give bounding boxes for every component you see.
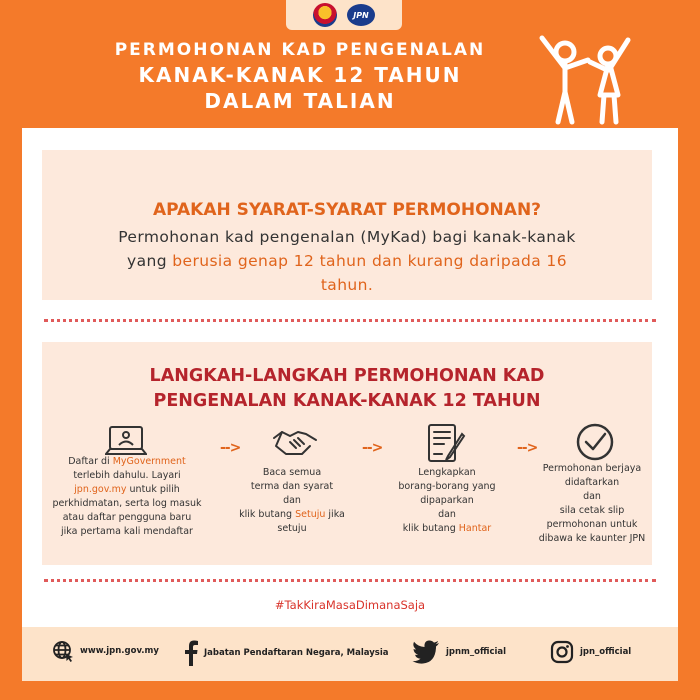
step-1-line xyxy=(42,483,212,497)
step-2-line: Baca semua xyxy=(262,467,322,478)
step-1-text xyxy=(42,455,212,539)
step-2-line xyxy=(222,508,362,522)
jpn-website-link[interactable]: jpn.gov.my xyxy=(74,484,127,495)
step-4-line: dan xyxy=(583,491,601,502)
step-3-line: borang-borang yang xyxy=(398,481,496,492)
form-pen-icon xyxy=(426,422,466,464)
requirements-question: APAKAH SYARAT-SYARAT PERMOHONAN? xyxy=(152,200,542,220)
handshake-icon xyxy=(272,424,318,460)
step-3-line xyxy=(377,522,517,536)
step-text: klik butang xyxy=(239,509,296,520)
hantar-button-label: Hantar xyxy=(458,523,492,534)
steps-title-line-1: LANGKAH-LANGKAH PERMOHONAN KAD xyxy=(149,366,545,386)
step-1-line: terlebih dahulu. Layari xyxy=(73,470,181,481)
step-2-line: terma dan syarat xyxy=(250,481,334,492)
steps-box xyxy=(42,342,652,565)
hashtag[interactable]: #TakKiraMasaDimanaSaja xyxy=(274,598,426,612)
step-4-text xyxy=(522,462,662,546)
footer-website[interactable] xyxy=(52,640,159,662)
requirements-prefix: yang xyxy=(127,252,167,270)
twitter-link[interactable]: jpnm_official xyxy=(446,647,507,657)
footer-twitter[interactable] xyxy=(412,640,506,664)
steps-title-line-2: PENGENALAN KANAK-KANAK 12 TAHUN xyxy=(153,391,541,411)
requirements-line-1: Permohonan kad pengenalan (MyKad) bagi kanak-kanak xyxy=(118,228,576,246)
step-1-line xyxy=(42,455,212,469)
arrow-icon: --> xyxy=(362,440,383,456)
step-1-line: perkhidmatan, serta log masuk xyxy=(52,498,202,509)
check-circle-icon xyxy=(575,422,615,462)
step-1-line: jika pertama kali mendaftar xyxy=(61,526,193,537)
step-2-line: setuju xyxy=(277,523,307,534)
arrow-icon: --> xyxy=(220,440,241,456)
step-4-line: permohonan untuk xyxy=(546,519,638,530)
footer-facebook[interactable] xyxy=(184,640,388,666)
step-4-line: dibawa ke kaunter JPN xyxy=(538,533,646,544)
title-line-1: PERMOHONAN KAD PENGENALAN xyxy=(114,40,486,60)
step-3-line: Lengkapkan xyxy=(418,467,476,478)
step-2-line: dan xyxy=(283,495,301,506)
page-title xyxy=(60,38,540,114)
facebook-link[interactable]: Jabatan Pendaftaran Negara, Malaysia xyxy=(204,648,389,658)
step-1-line: atau daftar pengguna baru xyxy=(62,512,192,523)
website-link[interactable]: www.jpn.gov.my xyxy=(80,646,159,656)
instagram-link[interactable]: jpn_official xyxy=(580,647,632,657)
facebook-icon xyxy=(184,640,198,666)
requirements-box xyxy=(42,150,652,300)
step-text: Daftar di xyxy=(68,456,113,467)
mygovernment-link[interactable]: MyGovernment xyxy=(112,456,186,467)
twitter-icon xyxy=(412,640,440,664)
step-text: jika xyxy=(325,509,345,520)
content-card xyxy=(22,128,678,627)
step-4-line: Permohonan berjaya xyxy=(542,463,642,474)
step-3-line: dipaparkan xyxy=(420,495,474,506)
steps-title xyxy=(42,364,652,414)
step-3-text xyxy=(377,466,517,536)
setuju-button-label: Setuju xyxy=(295,509,326,520)
requirements-line-3: tahun. xyxy=(320,276,374,294)
step-2-text xyxy=(222,466,362,536)
divider-dotted xyxy=(44,319,656,322)
arrow-icon: --> xyxy=(517,440,538,456)
footer xyxy=(22,627,678,681)
jpn-logo: JPN xyxy=(347,4,375,26)
globe-icon xyxy=(52,640,74,662)
requirements-text xyxy=(62,225,632,297)
footer-instagram[interactable] xyxy=(550,640,631,664)
requirements-age-highlight: berusia genap 12 tahun dan kurang daripada 16 xyxy=(172,252,567,270)
divider-dotted xyxy=(44,579,656,582)
step-text: untuk pilih xyxy=(126,484,180,495)
instagram-icon xyxy=(550,640,574,664)
malaysia-crest-logo xyxy=(313,3,337,27)
step-4-line: didaftarkan xyxy=(564,477,620,488)
title-line-3: DALAM TALIAN xyxy=(204,89,396,113)
title-line-2: KANAK-KANAK 12 TAHUN xyxy=(138,63,462,87)
step-4-line: sila cetak slip xyxy=(559,505,625,516)
requirements-line-2 xyxy=(62,249,632,273)
step-text: klik butang xyxy=(402,523,459,534)
kids-illustration-icon xyxy=(530,30,640,130)
logo-bar xyxy=(286,0,402,30)
step-3-line: dan xyxy=(438,509,456,520)
